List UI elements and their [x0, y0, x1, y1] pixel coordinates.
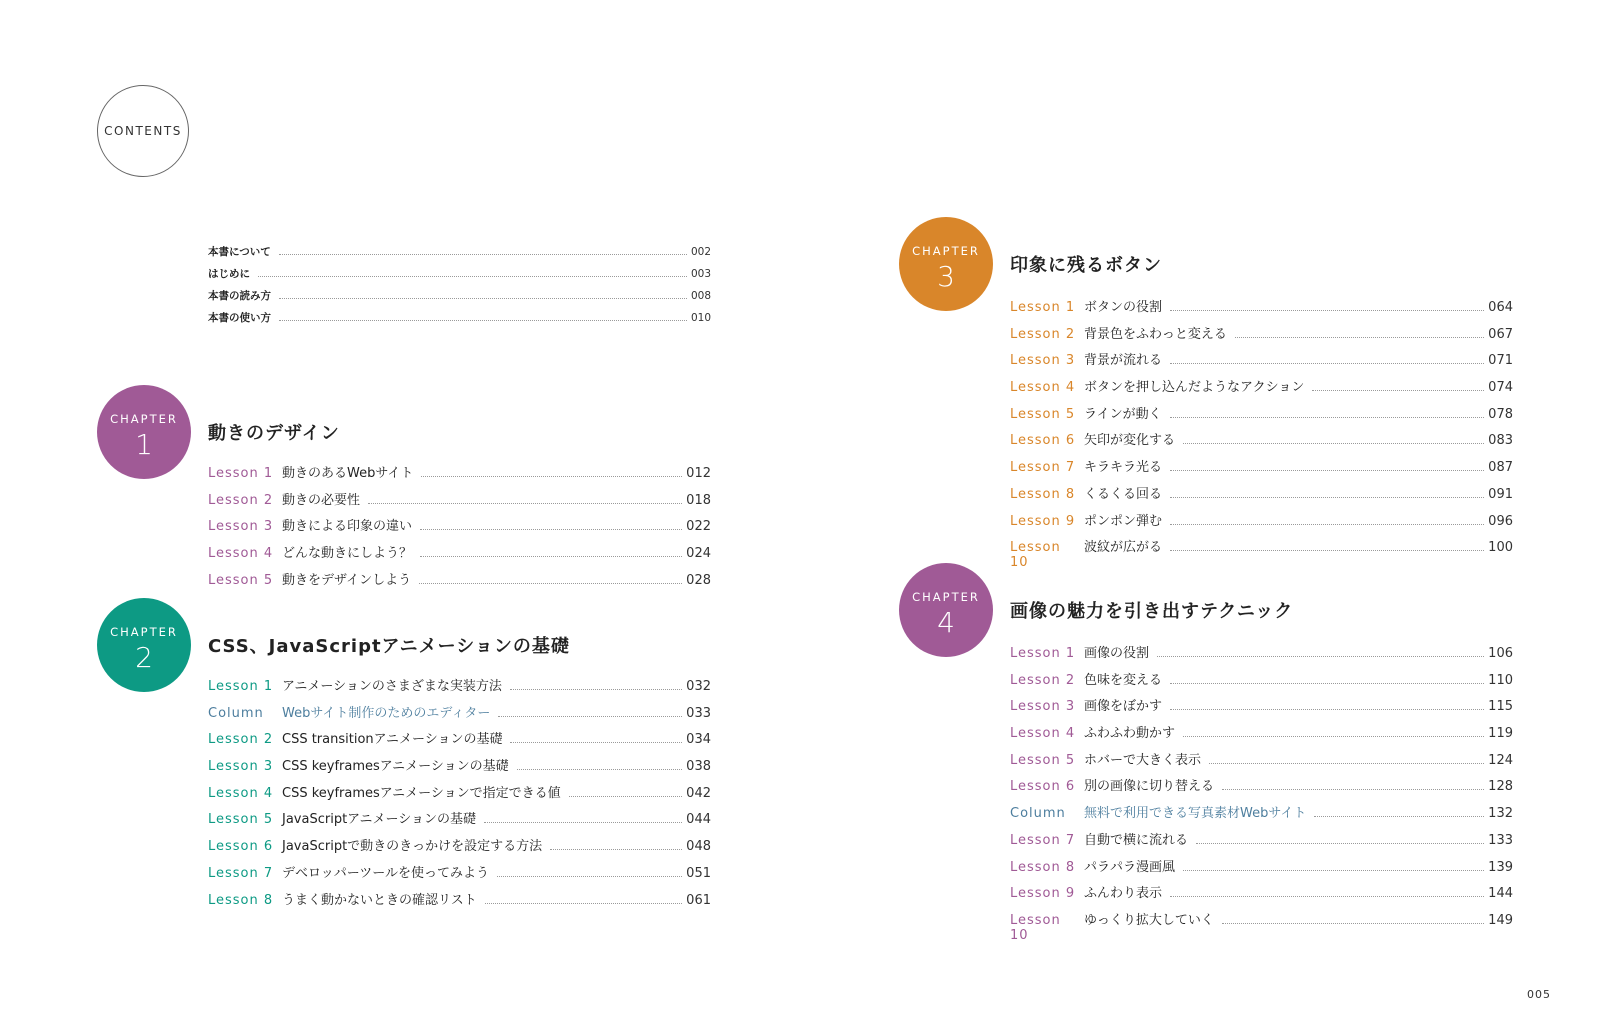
- leader-dots: [419, 583, 682, 584]
- leader-dots: [1170, 524, 1484, 525]
- lesson-label: Lesson 2: [208, 492, 274, 508]
- lesson-label: Lesson 6: [1010, 779, 1076, 795]
- chapter-number: 1: [135, 428, 153, 461]
- page-ref: 051: [686, 865, 711, 881]
- chapter-badge-label: CHAPTER: [110, 412, 178, 426]
- page-ref: 034: [686, 732, 711, 748]
- leader-dots: [279, 298, 687, 299]
- lesson-item[interactable]: [208, 489, 711, 516]
- chapter-title[interactable]: 画像の魅力を引き出すテクニック: [1010, 601, 1294, 622]
- lesson-list: [208, 675, 711, 915]
- page-ref: 003: [690, 268, 711, 280]
- page-ref: 115: [1488, 699, 1513, 715]
- lesson-item[interactable]: [208, 755, 711, 782]
- page-ref: 083: [1488, 433, 1513, 449]
- lesson-title: CSS keyframesアニメーションで指定できる値: [282, 785, 561, 801]
- lesson-item[interactable]: [208, 569, 711, 596]
- lesson-item[interactable]: [1010, 323, 1513, 350]
- page-ref: 119: [1488, 726, 1513, 742]
- lesson-title: 矢印が変化する: [1084, 433, 1176, 449]
- lesson-label: Lesson 2: [208, 732, 274, 748]
- lesson-label: Lesson 1: [208, 466, 274, 481]
- chapter-title[interactable]: 印象に残るボタン: [1010, 255, 1162, 276]
- leader-dots: [1222, 789, 1484, 790]
- lesson-title: どんな動きにしよう？: [282, 546, 413, 562]
- lesson-title: 背景色をふわっと変える: [1084, 326, 1227, 342]
- lesson-item[interactable]: [208, 889, 711, 916]
- page-ref: 028: [686, 572, 711, 588]
- leader-dots: [1222, 923, 1484, 924]
- lesson-title: 無料で利用できる写真素材Webサイト: [1084, 806, 1307, 822]
- leader-dots: [498, 716, 682, 717]
- lesson-item[interactable]: [208, 542, 711, 569]
- front-matter-title: 本書の使い方: [208, 312, 271, 324]
- page-ref: 061: [686, 892, 711, 908]
- leader-dots: [1170, 310, 1484, 311]
- lesson-item[interactable]: [1010, 510, 1513, 537]
- lesson-label: Lesson 1: [1010, 300, 1076, 315]
- page-ref: 132: [1488, 806, 1513, 822]
- leader-dots: [1170, 709, 1484, 710]
- lesson-title: くるくる回る: [1084, 486, 1163, 502]
- lesson-title: パラパラ漫画風: [1084, 859, 1176, 875]
- page-ref: 139: [1488, 859, 1513, 875]
- leader-dots: [420, 529, 682, 530]
- lesson-title: うまく動かないときの確認リスト: [282, 892, 477, 908]
- leader-dots: [1196, 843, 1484, 844]
- lesson-title: 画像の役割: [1084, 646, 1150, 661]
- lesson-label: Lesson 10: [1010, 540, 1061, 571]
- lesson-title: キラキラ光る: [1084, 460, 1163, 476]
- lesson-item[interactable]: [1010, 483, 1513, 510]
- lesson-label: Lesson 8: [1010, 859, 1076, 875]
- lesson-label: Lesson 3: [1010, 699, 1076, 715]
- chapter-badge: [899, 217, 993, 311]
- lesson-title: JavaScriptで動きのきっかけを設定する方法: [282, 839, 543, 855]
- contents-heading: [97, 85, 189, 177]
- lesson-title: ゆっくり拡大していく: [1084, 912, 1214, 928]
- leader-dots: [1170, 683, 1484, 684]
- leader-dots: [1314, 816, 1484, 817]
- page-ref: 022: [686, 519, 711, 535]
- lesson-label: Column: [1010, 806, 1066, 822]
- page-ref: 110: [1488, 672, 1513, 688]
- lesson-title: ふんわり表示: [1084, 886, 1163, 902]
- lesson-title: 動きの必要性: [282, 492, 361, 508]
- page-ref: 048: [686, 839, 711, 855]
- lesson-item[interactable]: [1010, 642, 1513, 669]
- lesson-label: Lesson 4: [208, 785, 274, 801]
- lesson-title: 自動で横に流れる: [1084, 832, 1189, 848]
- leader-dots: [420, 556, 682, 557]
- lesson-title: ボタンを押し込んだようなアクション: [1084, 380, 1305, 396]
- leader-dots: [485, 903, 682, 904]
- lesson-label: Lesson 7: [1010, 832, 1076, 848]
- leader-dots: [279, 254, 687, 255]
- lesson-item[interactable]: [1010, 349, 1513, 376]
- front-matter-title: 本書の読み方: [208, 290, 271, 302]
- leader-dots: [1170, 417, 1485, 418]
- lesson-label: Lesson 1: [1010, 646, 1076, 661]
- chapter-badge: [899, 563, 993, 657]
- lesson-label: Lesson 8: [208, 892, 274, 908]
- lesson-item[interactable]: [1010, 695, 1513, 722]
- page-ref: 012: [686, 466, 711, 481]
- page-ref: 100: [1488, 540, 1513, 556]
- lesson-item[interactable]: [208, 515, 711, 542]
- lesson-item[interactable]: [1010, 456, 1513, 483]
- lesson-title: ふわふわ動かす: [1084, 726, 1176, 742]
- lesson-title: JavaScriptアニメーションの基礎: [282, 812, 476, 828]
- lesson-title: CSS keyframesアニメーションの基礎: [282, 759, 509, 775]
- chapter-badge-label: CHAPTER: [110, 625, 178, 639]
- leader-dots: [1170, 363, 1484, 364]
- lesson-title: ボタンの役割: [1084, 300, 1163, 315]
- lesson-title: ホバーで大きく表示: [1084, 752, 1202, 768]
- leader-dots: [279, 320, 687, 321]
- lesson-item[interactable]: [1010, 856, 1513, 883]
- lesson-item[interactable]: [1010, 296, 1513, 323]
- page-ref: 032: [686, 679, 711, 694]
- column-item[interactable]: [208, 702, 711, 729]
- page-ref: 087: [1488, 460, 1513, 476]
- lesson-label: Lesson 10: [1010, 912, 1061, 943]
- lesson-item[interactable]: [1010, 536, 1513, 571]
- lesson-title: 波紋が広がる: [1084, 540, 1163, 556]
- leader-dots: [1312, 390, 1484, 391]
- lesson-label: Lesson 6: [1010, 433, 1076, 449]
- leader-dots: [1170, 896, 1484, 897]
- contents-label: CONTENTS: [104, 124, 182, 138]
- lesson-item[interactable]: [208, 862, 711, 889]
- leader-dots: [421, 476, 682, 477]
- leader-dots: [510, 689, 682, 690]
- lesson-item[interactable]: [1010, 403, 1513, 430]
- page-ref: 002: [690, 246, 711, 258]
- lesson-title: 画像をぼかす: [1084, 699, 1163, 715]
- lesson-label: Lesson 2: [1010, 326, 1076, 342]
- lesson-title: 動きをデザインしよう: [282, 572, 412, 588]
- lesson-item[interactable]: [1010, 376, 1513, 403]
- lesson-label: Lesson 4: [208, 546, 274, 562]
- chapter-badge: [97, 598, 191, 692]
- lesson-item[interactable]: [1010, 775, 1513, 802]
- lesson-item[interactable]: [208, 782, 711, 809]
- chapter-title[interactable]: CSS、JavaScriptアニメーションの基礎: [208, 636, 570, 657]
- lesson-label: Lesson 6: [208, 839, 274, 855]
- page-ref: 042: [686, 785, 711, 801]
- leader-dots: [1209, 763, 1484, 764]
- page-ref: 038: [686, 759, 711, 775]
- chapter-badge-label: CHAPTER: [912, 244, 980, 258]
- lesson-title: ポンポン弾む: [1084, 513, 1163, 529]
- page-ref: 074: [1488, 380, 1513, 396]
- lesson-title: 背景が流れる: [1084, 353, 1163, 369]
- leader-dots: [368, 503, 682, 504]
- lesson-label: Lesson 8: [1010, 486, 1076, 502]
- leader-dots: [258, 276, 687, 277]
- page-ref: 067: [1488, 326, 1513, 342]
- leader-dots: [1183, 736, 1484, 737]
- leader-dots: [1235, 337, 1484, 338]
- lesson-item[interactable]: [208, 728, 711, 755]
- lesson-label: Lesson 4: [1010, 726, 1076, 742]
- lesson-item[interactable]: [1010, 909, 1513, 943]
- leader-dots: [1170, 470, 1484, 471]
- front-matter-item[interactable]: [208, 244, 711, 266]
- chapter-number: 2: [135, 641, 153, 674]
- page-ref: 133: [1488, 832, 1513, 848]
- lesson-item[interactable]: [1010, 829, 1513, 856]
- page-ref: 128: [1488, 779, 1513, 795]
- lesson-title: デベロッパーツールを使ってみよう: [282, 865, 489, 881]
- lesson-list: [1010, 642, 1513, 943]
- lesson-item[interactable]: [1010, 669, 1513, 696]
- page-ref: 078: [1488, 406, 1513, 422]
- leader-dots: [484, 822, 682, 823]
- page-ref: 033: [686, 705, 711, 721]
- lesson-item[interactable]: [208, 462, 711, 489]
- leader-dots: [1183, 443, 1484, 444]
- lesson-list: [208, 462, 711, 595]
- lesson-label: Lesson 7: [1010, 460, 1076, 476]
- lesson-label: Lesson 7: [208, 865, 274, 881]
- page-ref: 124: [1488, 752, 1513, 768]
- lesson-label: Column: [208, 705, 264, 721]
- lesson-title: 別の画像に切り替える: [1084, 779, 1215, 795]
- leader-dots: [1183, 870, 1484, 871]
- chapter-number: 3: [937, 260, 955, 293]
- front-matter-item[interactable]: [208, 310, 711, 332]
- lesson-title: CSS transitionアニメーションの基礎: [282, 732, 503, 748]
- page-ref: 096: [1488, 513, 1513, 529]
- page-ref: 071: [1488, 353, 1513, 369]
- lesson-item[interactable]: [1010, 882, 1513, 909]
- lesson-label: Lesson 2: [1010, 672, 1076, 688]
- leader-dots: [569, 796, 683, 797]
- page-ref: 044: [686, 812, 711, 828]
- lesson-title: 色味を変える: [1084, 672, 1163, 688]
- lesson-label: Lesson 5: [208, 812, 274, 828]
- lesson-label: Lesson 3: [208, 519, 274, 535]
- page-ref: 064: [1488, 300, 1513, 315]
- leader-dots: [550, 849, 682, 850]
- leader-dots: [1170, 550, 1484, 551]
- lesson-item[interactable]: [208, 835, 711, 862]
- lesson-list: [1010, 296, 1513, 571]
- page-ref: 010: [690, 312, 711, 324]
- page-ref: 018: [686, 492, 711, 508]
- lesson-label: Lesson 9: [1010, 886, 1076, 902]
- lesson-label: Lesson 5: [1010, 406, 1076, 422]
- front-matter-title: はじめに: [208, 268, 250, 280]
- lesson-item[interactable]: [208, 675, 711, 702]
- lesson-title: Webサイト制作のためのエディター: [282, 705, 491, 721]
- lesson-label: Lesson 5: [208, 572, 274, 588]
- page-ref: 144: [1488, 886, 1513, 902]
- chapter-badge: [97, 385, 191, 479]
- page-ref: 024: [686, 546, 711, 562]
- front-matter-title: 本書について: [208, 246, 271, 258]
- lesson-label: Lesson 5: [1010, 752, 1076, 768]
- front-matter-item[interactable]: [208, 288, 711, 310]
- lesson-label: Lesson 3: [208, 759, 274, 775]
- lesson-item[interactable]: [1010, 749, 1513, 776]
- leader-dots: [1157, 656, 1484, 657]
- page-ref: 106: [1488, 646, 1513, 661]
- lesson-item[interactable]: [1010, 722, 1513, 749]
- leader-dots: [1170, 497, 1484, 498]
- page-ref: 149: [1488, 912, 1513, 928]
- front-matter-item[interactable]: [208, 266, 711, 288]
- lesson-label: Lesson 1: [208, 679, 274, 694]
- chapter-badge-label: CHAPTER: [912, 590, 980, 604]
- chapter-number: 4: [937, 606, 955, 639]
- chapter-title[interactable]: 動きのデザイン: [208, 423, 340, 444]
- lesson-title: 動きのあるWebサイト: [282, 466, 414, 481]
- lesson-label: Lesson 9: [1010, 513, 1076, 529]
- lesson-title: ラインが動く: [1084, 406, 1162, 422]
- front-matter-list: [208, 244, 711, 332]
- lesson-item[interactable]: [208, 808, 711, 835]
- leader-dots: [517, 769, 683, 770]
- column-item[interactable]: [1010, 802, 1513, 829]
- page-number: 005: [1527, 988, 1551, 1001]
- lesson-label: Lesson 3: [1010, 353, 1076, 369]
- lesson-item[interactable]: [1010, 429, 1513, 456]
- page-ref: 008: [690, 290, 711, 302]
- leader-dots: [510, 742, 682, 743]
- lesson-label: Lesson 4: [1010, 380, 1076, 396]
- leader-dots: [497, 876, 682, 877]
- page-ref: 091: [1488, 486, 1513, 502]
- lesson-title: 動きによる印象の違い: [282, 519, 413, 535]
- lesson-title: アニメーションのさまざまな実装方法: [282, 679, 502, 694]
